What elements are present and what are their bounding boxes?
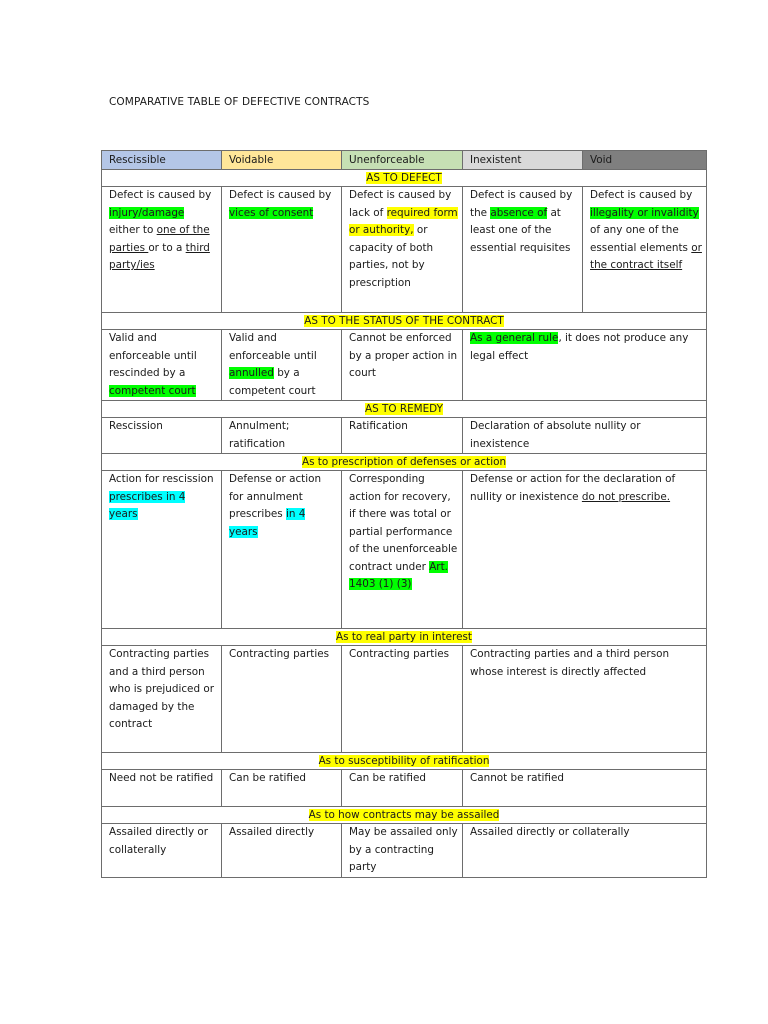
status-voidable-cell: Valid and enforceable until annulled by a competent court (222, 330, 342, 401)
remedy-rescissible-cell: Rescission (102, 418, 222, 454)
section-title-remedy: AS TO REMEDY (365, 403, 443, 415)
table-row-prescription (102, 471, 707, 629)
remedy-inexistent-void-cell: Declaration of absolute nullity or inexistence (463, 418, 707, 454)
prescription-rescissible-cell: Action for rescission prescribes in 4 years (102, 471, 222, 629)
remedy-unenforceable-cell: Ratification (342, 418, 463, 454)
section-title-assailed: As to how contracts may be assailed (308, 809, 500, 821)
defect-inexistent-cell: Defect is caused by the absence of at least one of the essential requisites (463, 187, 583, 313)
header-unenforceable: Unenforceable (342, 151, 463, 170)
ratification-rescissible-cell: Need not be ratified (102, 770, 222, 807)
table-row-remedy (102, 418, 707, 454)
defect-void-cell: Defect is caused by illegality or invalidity of any one of the essential elements or the contract itself (583, 187, 707, 313)
section-row-prescription (102, 454, 707, 471)
section-title-party: As to real party in interest (336, 631, 472, 643)
prescription-voidable-cell: Defense or action for annulment prescribes in 4 years (222, 471, 342, 629)
section-row-status (102, 313, 707, 330)
assailed-rescissible-cell: Assailed directly or collaterally (102, 824, 222, 878)
comparison-table (101, 150, 707, 878)
document-title: COMPARATIVE TABLE OF DEFECTIVE CONTRACTS (109, 96, 370, 108)
header-inexistent: Inexistent (463, 151, 583, 170)
section-row-defect (102, 170, 707, 187)
table-row-assailed (102, 824, 707, 878)
defect-unenforceable-cell: Defect is caused by lack of required form or authority, or capacity of both parties, not by prescription (342, 187, 463, 313)
party-unenforceable-cell: Contracting parties (342, 646, 463, 753)
ratification-inexistent-void-cell: Cannot be ratified (463, 770, 707, 807)
section-row-party (102, 629, 707, 646)
status-inexistent-void-cell: As a general rule, it does not produce any legal effect (463, 330, 707, 401)
table-row-ratification (102, 770, 707, 807)
section-row-remedy (102, 401, 707, 418)
party-rescissible-cell: Contracting parties and a third person who is prejudiced or damaged by the contract (102, 646, 222, 753)
assailed-unenforceable-cell: May be assailed only by a contracting party (342, 824, 463, 878)
header-voidable: Voidable (222, 151, 342, 170)
ratification-voidable-cell: Can be ratified (222, 770, 342, 807)
section-row-ratification (102, 753, 707, 770)
table-row-party (102, 646, 707, 753)
header-row (102, 151, 707, 170)
status-unenforceable-cell: Cannot be enforced by a proper action in court (342, 330, 463, 401)
party-inexistent-void-cell: Contracting parties and a third person whose interest is directly affected (463, 646, 707, 753)
prescription-unenforceable-cell: Corresponding action for recovery, if there was total or partial performance of the unenforceable contract under Art. 1403 (1) (3) (342, 471, 463, 629)
section-title-status: AS TO THE STATUS OF THE CONTRACT (304, 315, 504, 327)
header-rescissible: Rescissible (102, 151, 222, 170)
defect-voidable-cell: Defect is caused by vices of consent (222, 187, 342, 313)
section-row-assailed (102, 807, 707, 824)
section-title-prescription: As to prescription of defenses or action (301, 456, 507, 468)
assailed-voidable-cell: Assailed directly (222, 824, 342, 878)
party-voidable-cell: Contracting parties (222, 646, 342, 753)
ratification-unenforceable-cell: Can be ratified (342, 770, 463, 807)
prescription-inexistent-void-cell: Defense or action for the declaration of nullity or inexistence do not prescribe. (463, 471, 707, 629)
table-row-defect (102, 187, 707, 313)
defect-rescissible-cell: Defect is caused by injury/damage either to one of the parties or to a third party/ies (102, 187, 222, 313)
table-row-status (102, 330, 707, 401)
remedy-voidable-cell: Annulment; ratification (222, 418, 342, 454)
section-title-ratification: As to susceptibility of ratification (318, 755, 490, 767)
header-void: Void (583, 151, 707, 170)
section-title-defect: AS TO DEFECT (366, 172, 442, 184)
status-rescissible-cell: Valid and enforceable until rescinded by a competent court (102, 330, 222, 401)
assailed-inexistent-void-cell: Assailed directly or collaterally (463, 824, 707, 878)
